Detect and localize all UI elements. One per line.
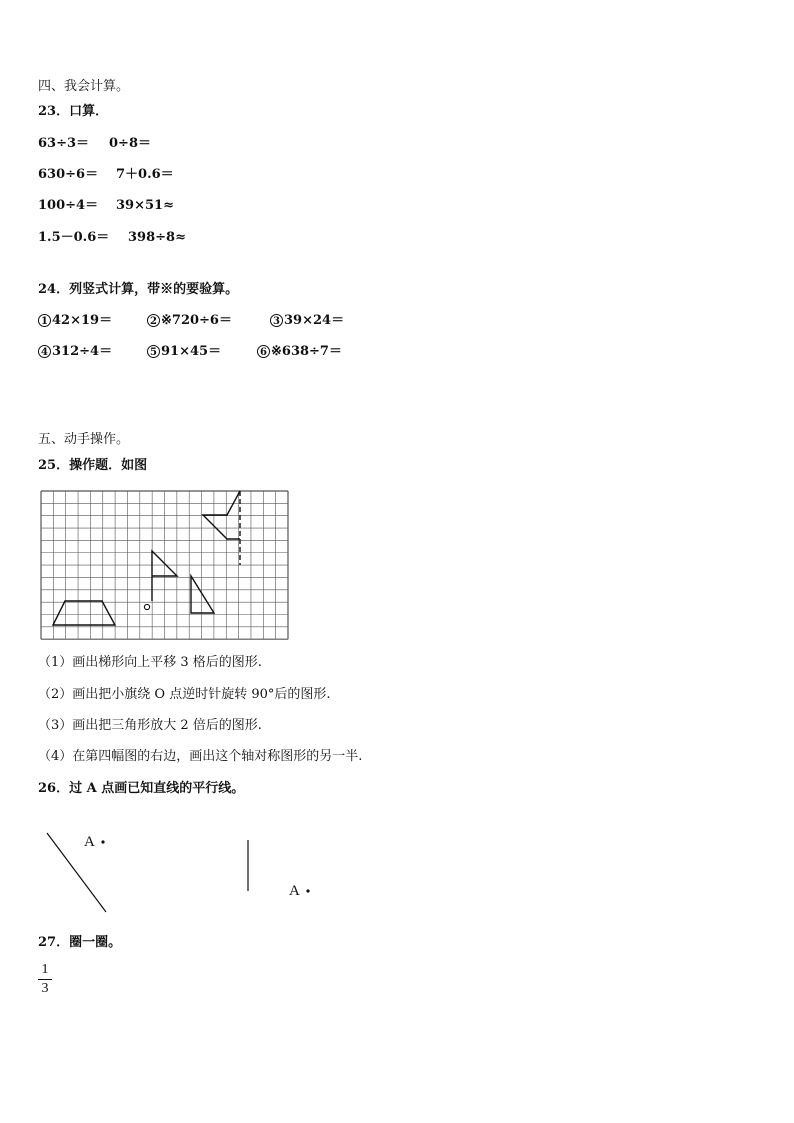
item-number-badge: 5	[147, 345, 160, 358]
fraction-numerator: 1	[41, 962, 49, 977]
oral-calc-item: 0÷8＝	[109, 136, 151, 151]
vertical-calc-expr: 91×45＝	[161, 344, 222, 359]
item-number-badge: 2	[147, 314, 160, 327]
oral-calc-item: 1.5－0.6＝	[38, 230, 110, 245]
task-1: （1）画出梯形向上平移 3 格后的图形.	[38, 655, 262, 670]
vertical-calc-expr: ※720÷6＝	[161, 313, 232, 328]
task-4: （4）在第四幅图的右边，画出这个轴对称图形的另一半.	[38, 749, 363, 764]
vertical-calc-expr: 39×24＝	[284, 313, 345, 328]
item-number-badge: 1	[38, 314, 51, 327]
oral-calc-item: 39×51≈	[116, 198, 174, 213]
question-24-title: 24．列竖式计算，带※的要验算。	[38, 282, 239, 297]
section-5-heading: 五、动手操作。	[38, 432, 130, 447]
point-a-dot	[101, 840, 104, 843]
vertical-calc-expr: ※638÷7＝	[271, 344, 342, 359]
vertical-calc-expr: 42×19＝	[52, 313, 113, 328]
item-number-badge: 3	[270, 314, 283, 327]
section-4-heading: 四、我会计算。	[38, 79, 130, 94]
fraction-bar	[38, 979, 52, 980]
oral-calc-item: 398÷8≈	[128, 230, 186, 245]
point-a-label: A	[84, 834, 95, 850]
oral-calc-item: 100÷4＝	[38, 198, 99, 213]
oral-calc-item: 630÷6＝	[38, 167, 99, 182]
point-a-dot	[306, 889, 309, 892]
fraction-denominator: 3	[41, 981, 49, 996]
task-2: （2）画出把小旗绕 O 点逆时针旋转 90°后的图形.	[38, 687, 331, 702]
question-26-title: 26．过 A 点画已知直线的平行线。	[38, 781, 245, 796]
question-25-title: 25．操作题．如图	[38, 458, 148, 473]
oral-calc-item: 7＋0.6＝	[116, 167, 174, 182]
given-line-diagonal	[47, 833, 106, 912]
item-number-badge: 6	[257, 345, 270, 358]
oral-calc-item: 63÷3＝	[38, 136, 90, 151]
point-a-label: A	[289, 883, 300, 899]
vertical-calc-expr: 312÷4＝	[52, 344, 113, 359]
item-number-badge: 4	[38, 345, 51, 358]
question-23-title: 23．口算．	[38, 104, 109, 119]
fraction-one-third	[38, 962, 52, 997]
question-27-title: 27．圈一圈。	[38, 935, 122, 950]
task-3: （3）画出把三角形放大 2 倍后的图形.	[38, 718, 262, 733]
